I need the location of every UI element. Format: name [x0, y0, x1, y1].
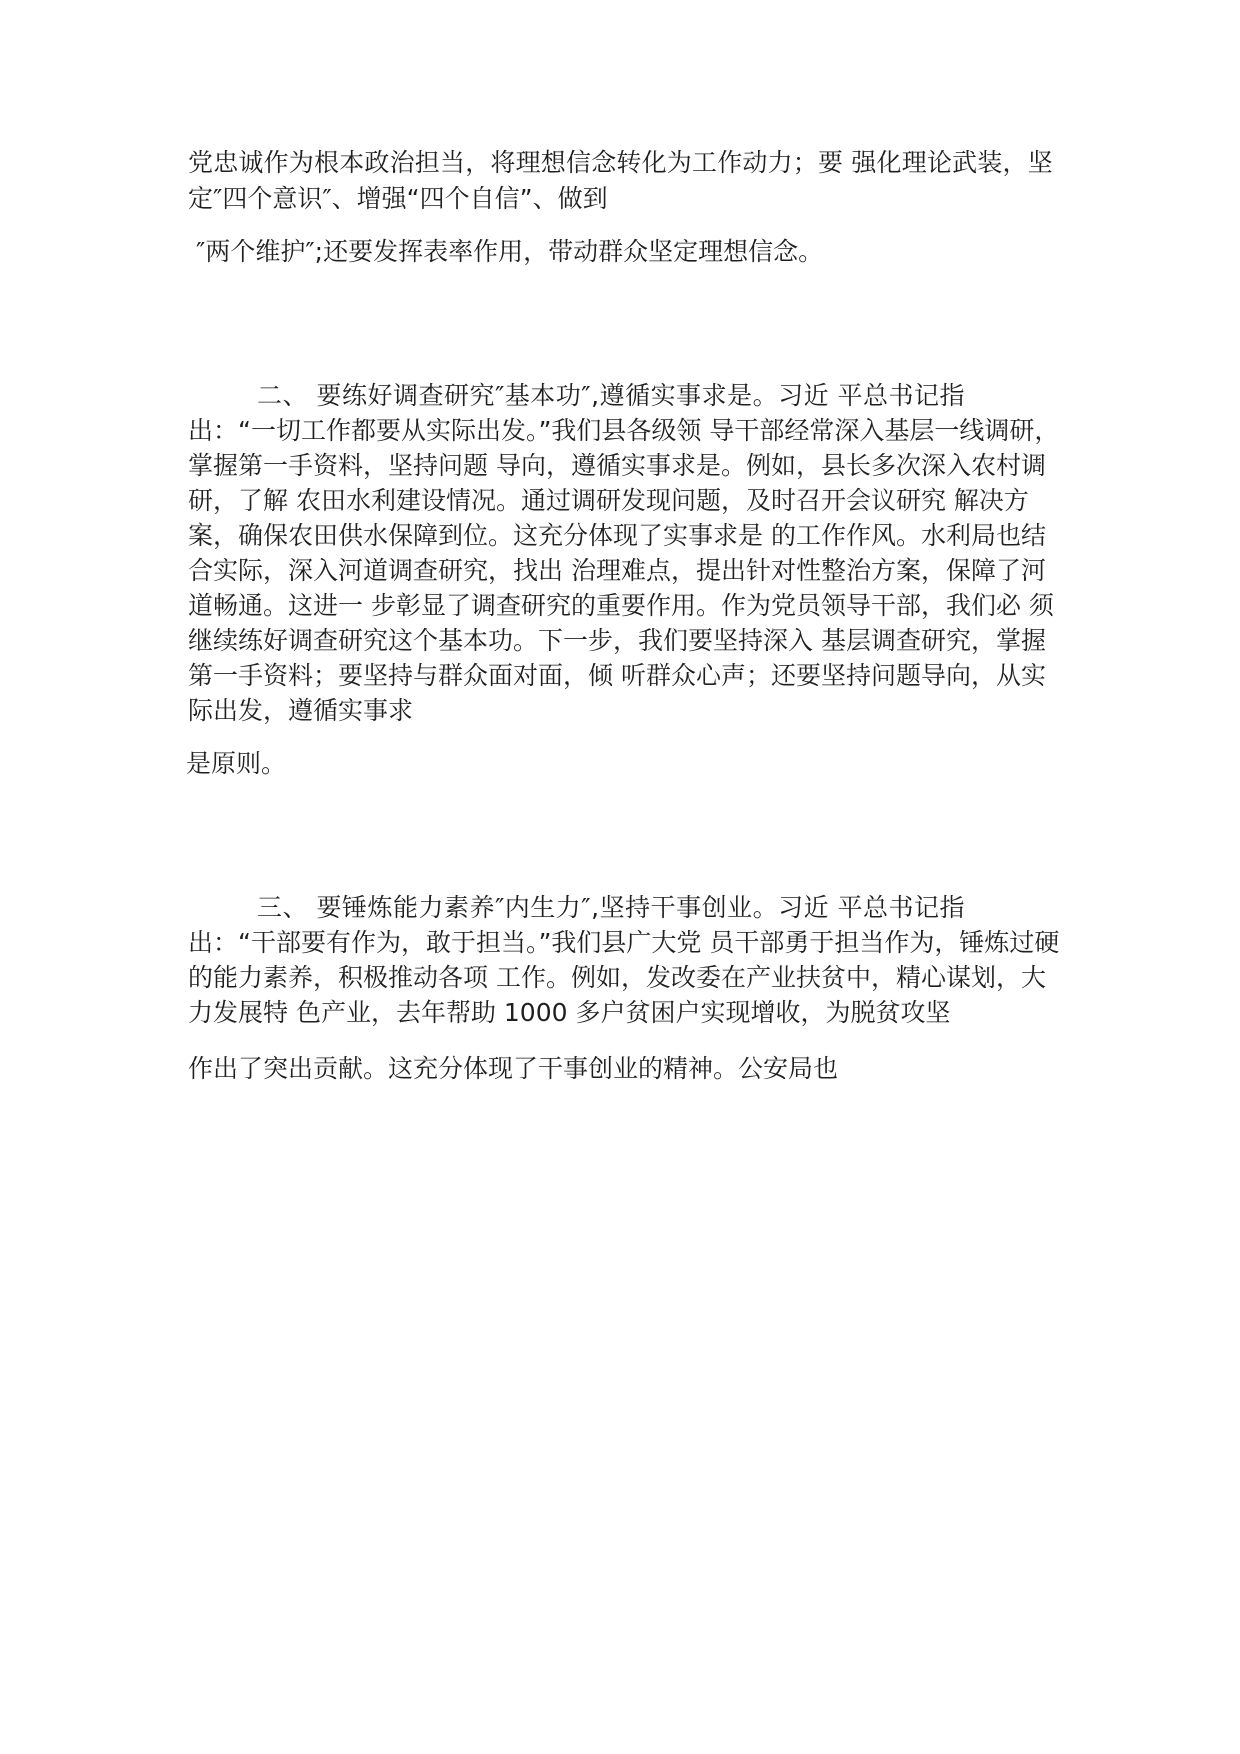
- section-heading-line: 二、 要练好调查研究″基本功″,遵循实事求是。习近 平总书记指: [257, 381, 966, 410]
- paragraph-line: 继续练好调查研究这个基本功。下一步，我们要坚持深入 基层调查研究，掌握: [188, 626, 1046, 655]
- paragraph-line: 力发展特 色产业，去年帮助 1000 多户贫困户实现增收，为脱贫攻坚: [188, 998, 951, 1027]
- paragraph-line: 道畅通。这进一 步彰显了调查研究的重要作用。作为党员领导干部，我们必 须: [188, 591, 1054, 620]
- paragraph-line: 际出发，遵循实事求: [188, 696, 414, 725]
- paragraph-line: ″两个维护″;还要发挥表率作用，带动群众坚定理想信念。: [196, 237, 824, 266]
- paragraph-line: 合实际，深入河道调查研究，找出 治理难点，提出针对性整治方案，保障了河: [188, 556, 1046, 585]
- section-heading-line: 三、 要锤炼能力素养″内生力″,坚持干事创业。习近 平总书记指: [257, 893, 966, 922]
- paragraph-line: 出：“干部要有作为，敢于担当。”我们县广大党 员干部勇于担当作为，锤炼过硬: [188, 928, 1060, 957]
- paragraph-line: 案，确保农田供水保障到位。这充分体现了实事求是 的工作作风。水利局也结: [188, 521, 1046, 550]
- paragraph-line: 的能力素养，积极推动各项 工作。例如，发改委在产业扶贫中，精心谋划，大: [188, 963, 1046, 992]
- paragraph-line: 掌握第一手资料，坚持问题 导向，遵循实事求是。例如，县长多次深入农村调: [188, 451, 1046, 480]
- paragraph-line: 是原则。: [186, 749, 287, 778]
- paragraph-line: 作出了突出贡献。这充分体现了干事创业的精神。公安局也: [188, 1054, 839, 1083]
- paragraph-line: 第一手资料；要坚持与群众面对面，倾 听群众心声；还要坚持问题导向，从实: [188, 661, 1046, 690]
- paragraph-line: 研，了解 农田水利建设情况。通过调研发现问题，及时召开会议研究 解决方: [188, 486, 1029, 515]
- paragraph-line: 党忠诚作为根本政治担当，将理想信念转化为工作动力；要 强化理论武装，坚: [188, 148, 1053, 177]
- paragraph-line: 定″四个意识″、增强“四个自信”、做到: [188, 184, 608, 213]
- paragraph-line: 出：“一切工作都要从实际出发。”我们县各级领 导干部经常深入基层一线调研，: [188, 416, 1060, 445]
